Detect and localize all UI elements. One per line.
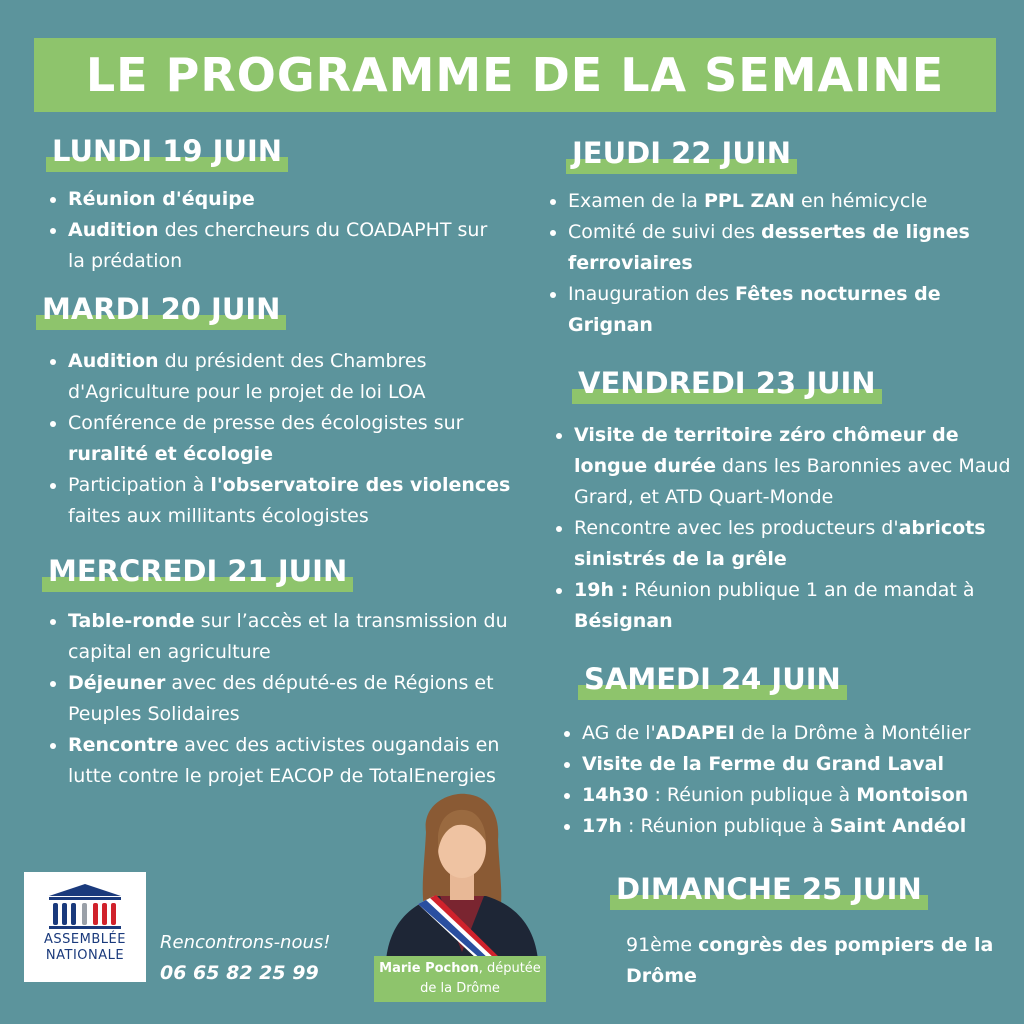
- mardi-list: [46, 346, 534, 532]
- list-item: • AG de l'ADAPEI de la Drôme à Montélier: [582, 718, 1022, 749]
- samedi-list: [560, 718, 1022, 842]
- lundi-list: [46, 184, 508, 277]
- list-item: • Audition du président des Chambres d'Agriculture pour le projet de loi LOA: [68, 346, 534, 408]
- day-heading-vendredi: VENDREDI 23 JUIN: [578, 368, 876, 398]
- mercredi-list: [46, 606, 528, 792]
- contact-block: [160, 928, 330, 988]
- list-item: • Audition des chercheurs du COADAPHT sur la prédation: [68, 215, 508, 277]
- list-item: • Déjeuner avec des député-es de Régions et Peuples Solidaires: [68, 668, 528, 730]
- contact-invite: Rencontrons-nous!: [160, 932, 331, 953]
- vendredi-list: [552, 420, 1014, 637]
- list-item: • Comité de suivi des dessertes de lignes ferroviaires: [568, 217, 998, 279]
- deputy-portrait: [382, 792, 542, 960]
- list-item: • 14h30 : Réunion publique à Montoison: [582, 780, 1022, 811]
- list-item: • Visite de la Ferme du Grand Laval: [582, 749, 1022, 780]
- list-item: • Visite de territoire zéro chômeur de longue durée dans les Baronnies avec Maud Grard, et ATD Quart-Monde: [574, 420, 1014, 513]
- list-item: • Participation à l'observatoire des violences faites aux millitants écologistes: [68, 470, 534, 532]
- contact-phone: 06 65 82 25 99: [160, 962, 319, 984]
- page-title: LE PROGRAMME DE LA SEMAINE: [34, 38, 996, 112]
- list-item: • 19h : Réunion publique 1 an de mandat à Bésignan: [574, 575, 1014, 637]
- logo-line1: ASSEMBLÉE: [44, 932, 126, 947]
- day-heading-jeudi: JEUDI 22 JUIN: [572, 138, 791, 168]
- assemblee-nationale-logo: [24, 872, 146, 982]
- dimanche-text: 91ème congrès des pompiers de la Drôme: [626, 934, 994, 987]
- assemblee-building-icon: [45, 882, 125, 930]
- list-item: • Conférence de presse des écologistes sur ruralité et écologie: [68, 408, 534, 470]
- list-item: • Réunion d'équipe: [68, 184, 508, 215]
- day-heading-mercredi: MERCREDI 21 JUIN: [48, 556, 347, 586]
- list-item: • Rencontre avec des activistes ougandais en lutte contre le projet EACOP de TotalEnergies: [68, 730, 528, 792]
- day-heading-lundi: LUNDI 19 JUIN: [52, 136, 282, 166]
- jeudi-list: [546, 186, 998, 341]
- list-item: • Examen de la PPL ZAN en hémicycle: [568, 186, 998, 217]
- list-item: • Rencontre avec les producteurs d'abricots sinistrés de la grêle: [574, 513, 1014, 575]
- logo-line2: NATIONALE: [45, 948, 125, 963]
- list-item: • 17h : Réunion publique à Saint Andéol: [582, 811, 1022, 842]
- list-item: • Table-ronde sur l’accès et la transmission du capital en agriculture: [68, 606, 528, 668]
- day-heading-samedi: SAMEDI 24 JUIN: [584, 664, 841, 694]
- day-heading-dimanche: DIMANCHE 25 JUIN: [616, 874, 922, 904]
- day-heading-mardi: MARDI 20 JUIN: [42, 294, 280, 324]
- list-item: • Inauguration des Fêtes nocturnes de Grignan: [568, 279, 998, 341]
- photo-caption: Marie Pochon, députée de la Drôme: [374, 956, 546, 1002]
